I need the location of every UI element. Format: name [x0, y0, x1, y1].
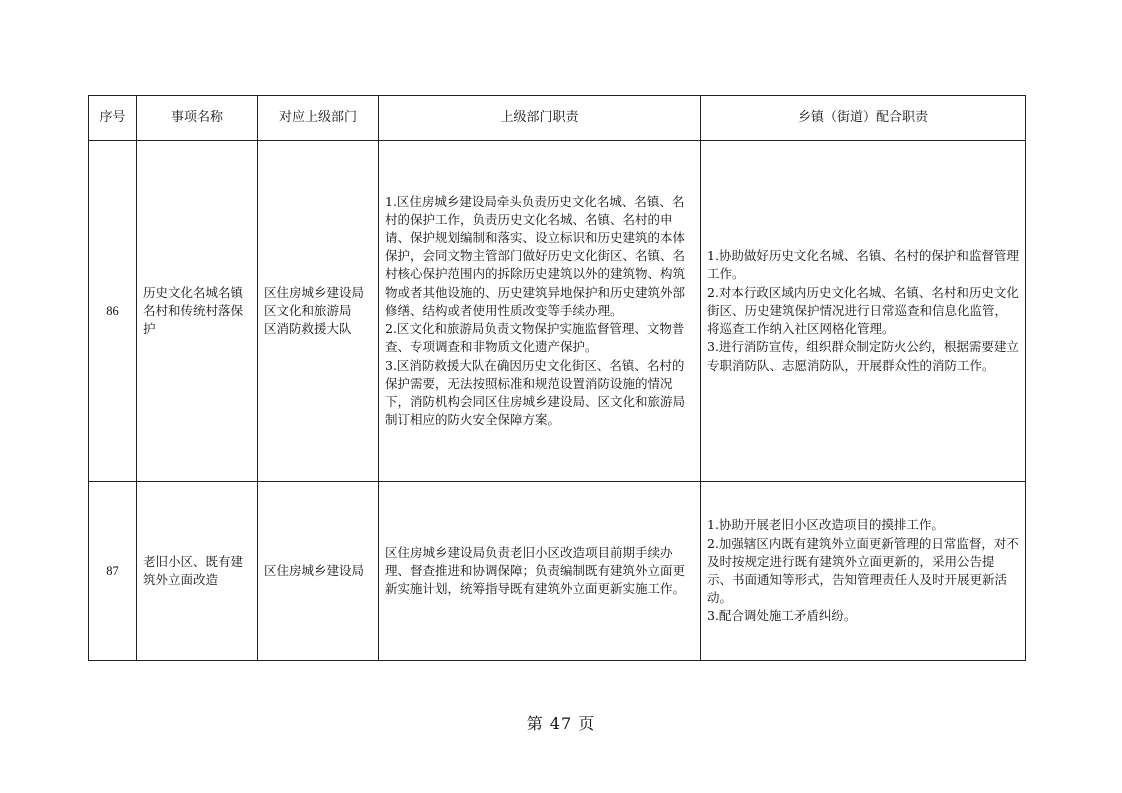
row-departments: [258, 141, 379, 482]
department-line: 区住房城乡建设局: [264, 284, 365, 300]
duty-paragraph: 1.协助做好历史文化名城、名镇、名村的保护和监督管理工作。: [707, 248, 1019, 282]
table-row: [89, 141, 1026, 482]
row-serial-no: 86: [89, 141, 137, 482]
duty-paragraph: 2.加强辖区内既有建筑外立面更新管理的日常监督，对不及时按规定进行既有建筑外立面更新的，采用公告提示、书面通知等形式，告知管理责任人及时开展更新活动。: [707, 535, 1019, 606]
department-line: 区消防救援大队: [264, 321, 352, 337]
row-town-duties: [701, 141, 1026, 482]
row-serial-no: 87: [89, 482, 137, 661]
duty-paragraph: 1.协助开展老旧小区改造项目的摸排工作。: [707, 517, 944, 533]
row-superior-duties: [379, 482, 701, 661]
department-line: 区住房城乡建设局: [264, 562, 365, 578]
row-item-name: 老旧小区、既有建筑外立面改造: [137, 482, 258, 661]
row-departments: [258, 482, 379, 661]
table-header-row: [89, 96, 1026, 141]
duty-table: [88, 95, 1026, 661]
header-superior-duties: 上级部门职责: [379, 96, 701, 141]
duty-paragraph: 1.区住房城乡建设局牵头负责历史文化名城、名镇、名村的保护工作，负责历史文化名城、名镇、名村的申请、保护规划编制和落实、设立标识和历史建筑的本体保护，会同文物主管部门做好历史文化街区、名镇、名村核心保护范围内的拆除历史建筑以外的建筑物、构筑物或者其他设施的、历史建筑异地保护和历史建筑外部修缮、结构或者使用性质改变等手续办理。: [385, 193, 686, 318]
duty-paragraph: 3.区消防救援大队在确因历史文化街区、名镇、名村的保护需要，无法按照标准和规范设置消防设施的情况下，消防机构会同区住房城乡建设局、区文化和旅游局制订相应的防火安全保障方案。: [385, 357, 686, 428]
page-number: 第 47 页: [526, 714, 596, 733]
header-town-duties: 乡镇（街道）配合职责: [701, 96, 1026, 141]
header-serial-no: 序号: [89, 96, 137, 141]
duty-paragraph: 区住房城乡建设局负责老旧小区改造项目前期手续办理、督查推进和协调保障；负责编制既有建筑外立面更新实施计划，统筹指导既有建筑外立面更新实施工作。: [385, 544, 686, 597]
duty-paragraph: 2.对本行政区域内历史文化名城、名镇、名村和历史文化街区、历史建筑保护情况进行日常巡查和信息化监管，将巡查工作纳入社区网格化管理。: [707, 284, 1019, 337]
duty-paragraph: 2.区文化和旅游局负责文物保护实施监督管理、文物普查、专项调查和非物质文化遗产保护。: [385, 321, 685, 355]
department-line: 区文化和旅游局: [264, 302, 352, 318]
duty-paragraph: 3.配合调处施工矛盾纠纷。: [707, 608, 857, 624]
header-department: 对应上级部门: [258, 96, 379, 141]
header-item-name: 事项名称: [137, 96, 258, 141]
row-item-name: 历史文化名城名镇名村和传统村落保护: [137, 141, 258, 482]
table-row: [89, 482, 1026, 661]
row-town-duties: [701, 482, 1026, 661]
duty-paragraph: 3.进行消防宣传，组织群众制定防火公约，根据需要建立专职消防队、志愿消防队，开展群众性的消防工作。: [707, 339, 1019, 373]
row-superior-duties: [379, 141, 701, 482]
